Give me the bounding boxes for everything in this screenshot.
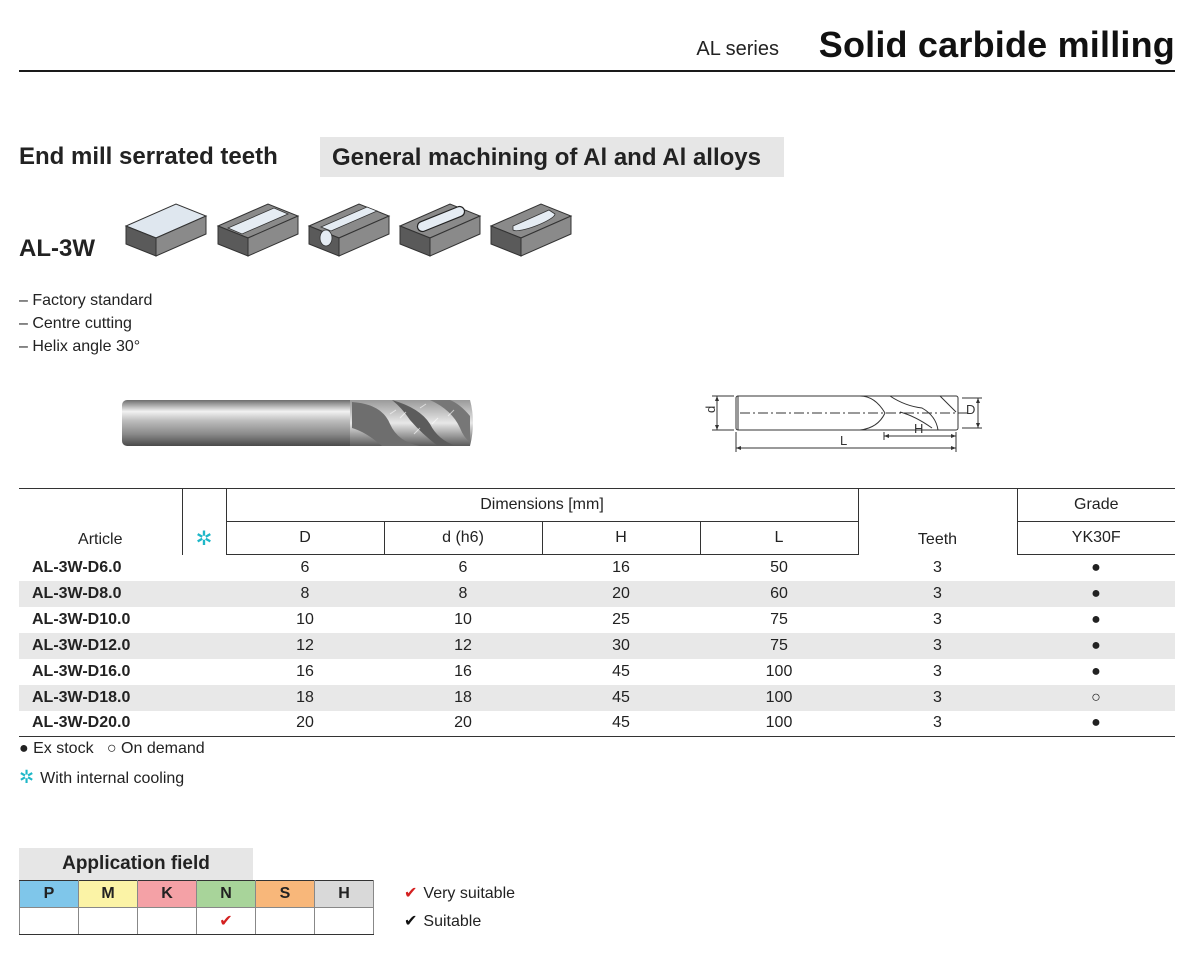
- L-cell: 100: [700, 685, 858, 711]
- H-cell: 45: [542, 685, 700, 711]
- col-d-header: d (h6): [384, 522, 542, 555]
- material-suitability-n: ✔: [197, 908, 256, 935]
- material-suitability-s: [256, 908, 315, 935]
- col-L-header: L: [700, 522, 858, 555]
- very-suitable-label: Very suitable: [423, 885, 516, 902]
- page-header: [19, 18, 1175, 72]
- col-H-header: H: [542, 522, 700, 555]
- cooling-cell: [182, 659, 226, 685]
- internal-cooling-legend: With internal cooling: [40, 770, 185, 787]
- dim-label-L: L: [840, 433, 848, 448]
- dim-label-D: D: [966, 402, 976, 417]
- material-code-k: K: [138, 881, 197, 908]
- cooling-cell: [182, 581, 226, 607]
- material-suitability-h: [315, 908, 374, 935]
- article-cell: AL-3W-D18.0: [19, 685, 182, 711]
- dimensions-header: Dimensions [mm]: [226, 489, 858, 522]
- table-row: [19, 555, 1175, 581]
- slot-open-icon: [307, 196, 391, 260]
- table-row: [19, 633, 1175, 659]
- grade-cell: ●: [1017, 581, 1175, 607]
- cooling-cell: [182, 685, 226, 711]
- D-cell: 12: [226, 633, 384, 659]
- product-type-title: End mill serrated teeth: [19, 143, 278, 170]
- red-check-icon: ✔: [404, 885, 418, 902]
- article-table: [19, 488, 1175, 737]
- teeth-header: Teeth: [858, 489, 1017, 555]
- pocket-open-icon: [489, 196, 573, 260]
- cooling-legend: [19, 767, 184, 788]
- table-row: [19, 711, 1175, 737]
- D-cell: 6: [300, 558, 310, 576]
- article-header: Article: [19, 489, 182, 555]
- page-title: Solid carbide milling: [818, 24, 1175, 65]
- application-field-title: Application field: [19, 848, 253, 880]
- table-row: [19, 607, 1175, 633]
- grade-cell: ●: [1017, 711, 1175, 737]
- D-cell: 8: [226, 581, 384, 607]
- material-code-p: P: [20, 881, 79, 908]
- L-cell: 100: [765, 662, 793, 680]
- col-D-header: D: [226, 522, 384, 555]
- product-code: AL-3W: [19, 235, 95, 262]
- cooling-header: [182, 489, 226, 555]
- material-suitability-m: [79, 908, 138, 935]
- block-face-icon: [124, 196, 208, 260]
- article-cell: AL-3W-D16.0: [32, 662, 131, 680]
- H-cell: 45: [542, 711, 700, 737]
- very-suitable-legend: [404, 883, 515, 903]
- d-cell: 16: [454, 662, 472, 680]
- pocket-closed-icon: [398, 196, 482, 260]
- L-cell: 60: [700, 581, 858, 607]
- teeth-cell: 3: [858, 581, 1017, 607]
- feature-item: – Factory standard: [19, 292, 153, 309]
- dim-label-H: H: [914, 421, 924, 436]
- table-row: [19, 685, 1175, 711]
- article-cell: AL-3W-D12.0: [19, 633, 182, 659]
- d-cell: 6: [458, 558, 468, 576]
- D-cell: 18: [226, 685, 384, 711]
- snowflake-icon: ✲: [19, 767, 35, 787]
- cooling-cell: [182, 607, 226, 633]
- article-cell: AL-3W-D8.0: [19, 581, 182, 607]
- teeth-cell: 3: [858, 685, 1017, 711]
- teeth-cell: 3: [858, 633, 1017, 659]
- d-cell: 18: [384, 685, 542, 711]
- end-mill-dimension-drawing: [700, 388, 990, 456]
- suitable-legend: [404, 911, 481, 931]
- grade-cell: ●: [1091, 610, 1101, 628]
- H-cell: 20: [542, 581, 700, 607]
- material-suitability-k: [138, 908, 197, 935]
- teeth-cell: 3: [933, 662, 942, 680]
- dim-label-d: d: [703, 405, 718, 413]
- grade-header: Grade: [1017, 489, 1175, 522]
- cooling-cell: [182, 633, 226, 659]
- grade-cell: ●: [1091, 558, 1101, 576]
- H-cell: 25: [612, 610, 630, 628]
- L-cell: 75: [700, 633, 858, 659]
- on-demand-legend: ○ On demand: [106, 740, 205, 757]
- grade-yk30f-header: YK30F: [1017, 522, 1175, 555]
- black-check-icon: ✔: [404, 913, 418, 930]
- cooling-cell: [182, 555, 226, 581]
- teeth-cell: 3: [933, 610, 942, 628]
- D-cell: 16: [296, 662, 314, 680]
- table-row: [19, 581, 1175, 607]
- d-cell: 12: [384, 633, 542, 659]
- application-banner: General machining of Al and Al alloys: [320, 137, 784, 177]
- L-cell: 75: [770, 610, 788, 628]
- feature-list: [19, 289, 152, 358]
- end-mill-photo: [120, 394, 480, 454]
- table-row: [19, 659, 1175, 685]
- material-code-m: M: [79, 881, 138, 908]
- material-code-h: H: [315, 881, 374, 908]
- step-groove-icon: [216, 196, 300, 260]
- cooling-cell: [182, 711, 226, 737]
- D-cell: 20: [226, 711, 384, 737]
- H-cell: 45: [612, 662, 630, 680]
- H-cell: 16: [612, 558, 630, 576]
- ex-stock-legend: ● Ex stock: [19, 740, 94, 757]
- grade-cell: ●: [1091, 662, 1101, 680]
- application-field-table: [19, 880, 374, 935]
- teeth-cell: 3: [858, 711, 1017, 737]
- series-label: AL series: [696, 38, 779, 60]
- suitable-label: Suitable: [423, 913, 482, 930]
- article-cell: AL-3W-D10.0: [32, 610, 131, 628]
- grade-cell: ●: [1017, 633, 1175, 659]
- material-code-s: S: [256, 881, 315, 908]
- H-cell: 30: [542, 633, 700, 659]
- d-cell: 8: [384, 581, 542, 607]
- feature-item: – Helix angle 30°: [19, 338, 141, 355]
- L-cell: 100: [700, 711, 858, 737]
- d-cell: 20: [384, 711, 542, 737]
- feature-item: – Centre cutting: [19, 315, 132, 332]
- article-cell: AL-3W-D6.0: [32, 558, 122, 576]
- stock-legend: [19, 740, 205, 758]
- material-suitability-p: [20, 908, 79, 935]
- article-cell: AL-3W-D20.0: [19, 711, 182, 737]
- D-cell: 10: [296, 610, 314, 628]
- grade-cell: ○: [1017, 685, 1175, 711]
- L-cell: 50: [770, 558, 788, 576]
- material-code-n: N: [197, 881, 256, 908]
- snowflake-icon: ✲: [195, 527, 213, 550]
- teeth-cell: 3: [933, 558, 942, 576]
- d-cell: 10: [454, 610, 472, 628]
